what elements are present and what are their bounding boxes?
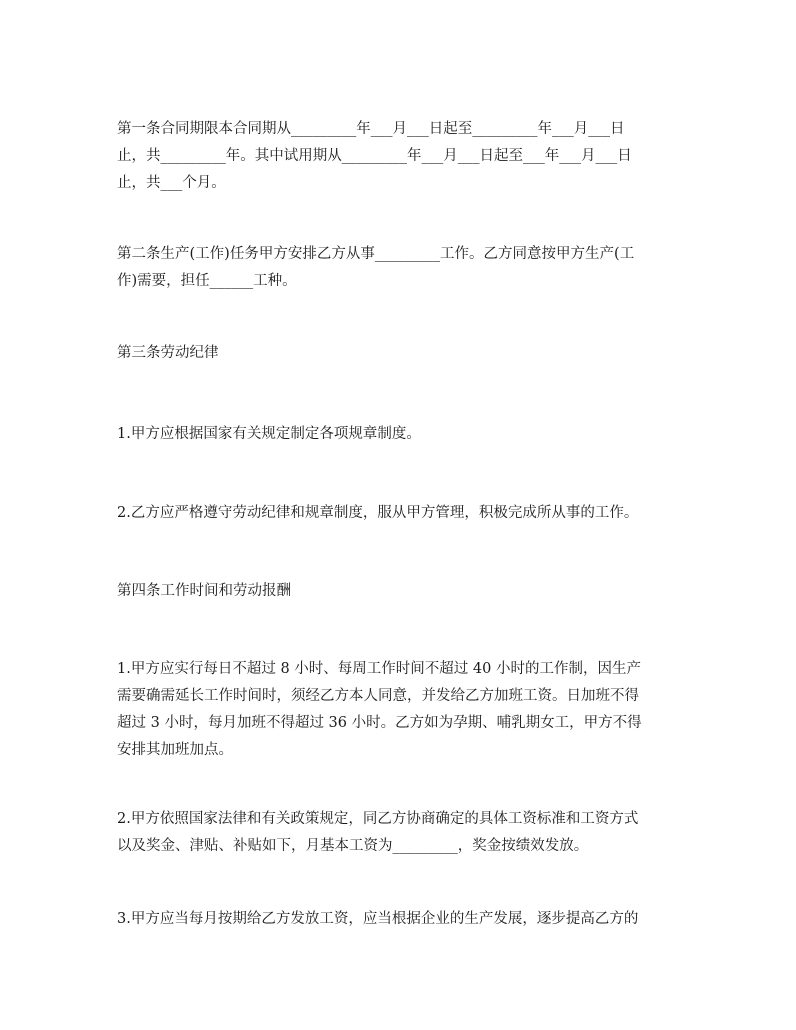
text-line: 以及奖金、津贴、补贴如下，月基本工资为_________，奖金按绩效发放。 [117, 838, 589, 854]
article-2-work-task [117, 241, 685, 295]
text-line: 需要确需延长工作时间时，须经乙方本人同意，并发给乙方加班工资。日加班不得 [117, 688, 639, 704]
text-line: 第一条合同期限本合同期从_________年___月___日起至_________年___月___日 [117, 121, 625, 137]
text-line: 2.甲方依照国家法律和有关政策规定，同乙方协商确定的具体工资标准和工资方式 [117, 811, 639, 827]
article-3-heading [117, 340, 685, 367]
article-4-item-1 [117, 656, 685, 764]
article-4-item-2 [117, 806, 685, 860]
article-3-item-2 [117, 500, 685, 527]
text-line: 作)需要，担任______工种。 [117, 273, 297, 289]
text-line: 止，共___个月。 [117, 175, 226, 191]
article-4-item-3 [117, 906, 685, 933]
text-line: 第三条劳动纪律 [117, 345, 219, 361]
text-line: 安排其加班加点。 [117, 742, 233, 758]
article-1-contract-term [117, 116, 685, 197]
text-line: 3.甲方应当每月按期给乙方发放工资，应当根据企业的生产发展，逐步提高乙方的 [117, 911, 639, 927]
text-line: 2.乙方应严格遵守劳动纪律和规章制度，服从甲方管理，积极完成所从事的工作。 [117, 505, 639, 521]
text-line: 第四条工作时间和劳动报酬 [117, 583, 291, 599]
text-line: 1.甲方应根据国家有关规定制定各项规章制度。 [117, 426, 421, 442]
article-4-heading [117, 578, 685, 605]
text-line: 第二条生产(工作)任务甲方安排乙方从事_________工作。乙方同意按甲方生产(工 [117, 246, 635, 262]
article-3-item-1 [117, 421, 685, 448]
text-line: 超过 3 小时，每月加班不得超过 36 小时。乙方如为孕期、哺乳期女工，甲方不得 [117, 715, 642, 731]
text-line: 1.甲方应实行每日不超过 8 小时、每周工作时间不超过 40 小时的工作制，因生产 [117, 661, 641, 677]
text-line: 止，共_________年。其中试用期从_________年___月___日起至___年___月___日 [117, 148, 632, 164]
